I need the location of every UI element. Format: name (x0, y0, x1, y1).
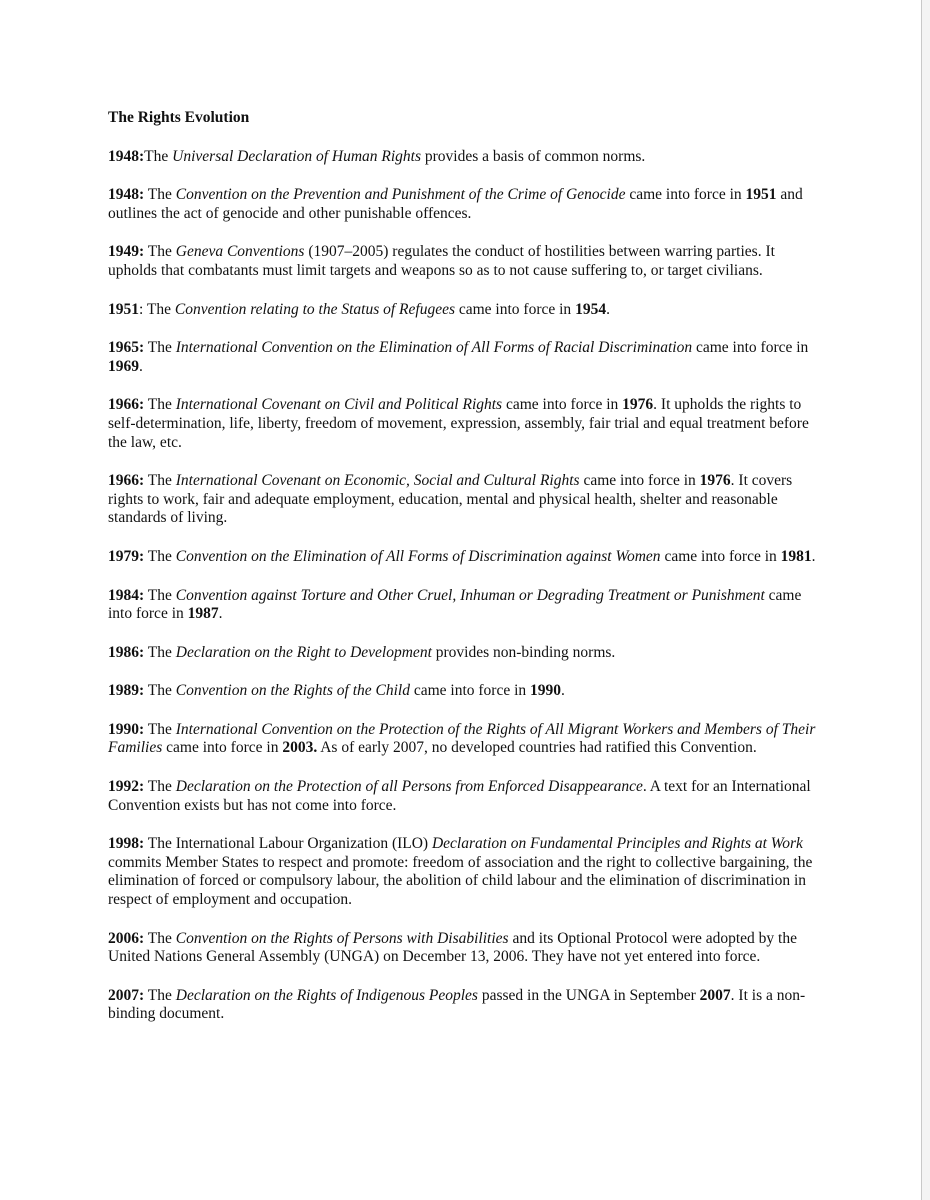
entry-text: The (144, 147, 173, 165)
entry-text: came into force in (579, 472, 700, 490)
bold-year: 2003. (282, 739, 318, 757)
timeline-entry (108, 186, 820, 223)
timeline-entry (108, 472, 820, 528)
entry-text: came into force in (454, 300, 576, 318)
bold-year: 1976 (622, 396, 654, 414)
entry-year: 2006: (108, 929, 145, 947)
entry-text: . (561, 682, 565, 700)
document-name: Convention on the Rights of the Child (175, 682, 410, 700)
page-edge (921, 0, 930, 1200)
entry-year: 1948: (108, 186, 145, 204)
entry-text: commits Member States to respect and promote: freedom of association and the right to collective bargaining, the elimination of forced or compulsory labour, the abolition of child labour and the elimination of discrimination in respect of employment and occupation. (108, 853, 813, 909)
entry-text: . It is a non-binding document. (108, 986, 806, 1023)
bold-year: 1990 (530, 682, 562, 700)
entry-year: 1951 (108, 300, 139, 318)
document-name: Universal Declaration of Human Rights (172, 147, 421, 165)
entry-year: 1965: (108, 339, 145, 357)
bold-year: 1987 (187, 605, 219, 623)
entry-text: came into force in (692, 339, 809, 357)
entry-year: 1998: (108, 835, 145, 853)
document-name: Convention relating to the Status of Refugees (174, 300, 455, 318)
entry-text: The (144, 547, 176, 565)
document-name: Declaration on the Right to Development (175, 643, 432, 661)
document-name: Convention on the Elimination of All Forms of Discrimination against Women (175, 547, 661, 565)
document-name: Convention against Torture and Other Cruel, Inhuman or Degrading Treatment or Punishment (175, 586, 765, 604)
timeline-entry (108, 930, 820, 967)
document-title: The Rights Evolution (108, 109, 250, 126)
entry-text: The (144, 682, 176, 700)
entry-year: 2007: (108, 986, 145, 1004)
document-name: Convention on the Rights of Persons with Disabilities (175, 929, 509, 947)
entry-text: provides a basis of common norms. (421, 147, 646, 165)
entry-text: . A text for an International Convention exists but has not come into force. (108, 778, 811, 814)
bold-year: 1969 (108, 357, 139, 375)
timeline-entry (108, 301, 820, 320)
document-name: International Covenant on Civil and Political Rights (175, 396, 503, 414)
entry-text: . (811, 547, 816, 565)
entry-list (108, 148, 820, 1024)
entry-year: 1992: (108, 778, 145, 796)
entry-text: and outlines the act of genocide and other punishable offences. (108, 186, 803, 222)
timeline-entry (108, 778, 820, 815)
document-name: International Convention on the Protection of the Rights of All Migrant Workers and Members of Their Families (108, 720, 816, 757)
timeline-entry (108, 835, 820, 909)
entry-text: . It upholds the rights to self-determination, life, liberty, freedom of movement, expression, assembly, fair trial and equal treatment before the law, etc. (108, 396, 809, 451)
document-name: Declaration on the Protection of all Persons from Enforced Disappearance (175, 778, 643, 796)
timeline-entry (108, 721, 820, 758)
entry-text: provides non-binding norms. (431, 643, 616, 661)
entry-text: The (144, 929, 176, 947)
entry-text: . (139, 357, 143, 375)
entry-text: . (606, 300, 610, 318)
entry-year: 1984: (108, 586, 145, 604)
bold-year: 1951 (745, 186, 777, 204)
bold-year: 1954 (575, 300, 607, 318)
document-name: Declaration on the Rights of Indigenous Peoples (175, 986, 478, 1004)
entry-year: 1986: (108, 643, 145, 661)
document-name: Declaration on Fundamental Principles and Rights at Work (431, 835, 803, 853)
entry-text: and its Optional Protocol were adopted by the United Nations General Assembly (UNGA) on December 13, 2006. They have not yet entered into force. (108, 929, 797, 966)
entry-text: The (144, 339, 176, 357)
entry-text: The (144, 643, 176, 661)
entry-text: The (144, 720, 176, 738)
entry-text: passed in the UNGA in September (477, 986, 700, 1004)
entry-year: 1979: (108, 547, 145, 565)
timeline-entry (108, 396, 820, 452)
document-name: Geneva Conventions (175, 243, 305, 261)
entry-text: came into force in (162, 739, 283, 757)
entry-year: 1966: (108, 396, 145, 414)
bold-year: 1981 (780, 547, 812, 565)
bold-year: 1976 (699, 472, 731, 490)
entry-year: 1989: (108, 682, 145, 700)
timeline-entry (108, 339, 820, 376)
document-name: Convention on the Prevention and Punishment of the Crime of Genocide (175, 186, 626, 204)
entry-year: 1948: (108, 147, 145, 165)
entry-year: 1966: (108, 472, 145, 490)
entry-text: came into force in (625, 186, 746, 204)
entry-text: The (144, 586, 176, 604)
entry-text: The (144, 396, 176, 414)
entry-year: 1990: (108, 720, 145, 738)
entry-text: came into force in (108, 586, 802, 623)
timeline-entry (108, 548, 820, 567)
entry-text: The (144, 243, 176, 261)
entry-text: . (218, 605, 223, 623)
timeline-entry (108, 682, 820, 701)
entry-text: The International Labour Organization (ILO) (144, 835, 432, 853)
entry-year: 1949: (108, 243, 145, 261)
entry-text: came into force in (409, 682, 531, 700)
document-body (108, 109, 820, 1044)
entry-text: The (144, 186, 176, 204)
entry-text: The (144, 472, 176, 490)
timeline-entry (108, 243, 820, 280)
timeline-entry (108, 587, 820, 624)
entry-text: The (144, 986, 176, 1004)
entry-text: . It covers rights to work, fair and adequate employment, education, mental and physical health, shelter and reasonable standards of living. (108, 472, 793, 527)
document-name: International Covenant on Economic, Social and Cultural Rights (175, 472, 580, 490)
timeline-entry (108, 148, 820, 167)
entry-text: came into force in (502, 396, 623, 414)
entry-text: came into force in (660, 547, 781, 565)
entry-text: : The (139, 300, 175, 318)
entry-text: The (144, 778, 176, 796)
entry-text: (1907–2005) regulates the conduct of hostilities between warring parties. It upholds that combatants must limit targets and weapons so as to not cause suffering to, or target civilians. (108, 243, 775, 279)
document-name: International Convention on the Elimination of All Forms of Racial Discrimination (175, 339, 693, 357)
bold-year: 2007 (699, 986, 731, 1004)
timeline-entry (108, 987, 820, 1024)
entry-text: As of early 2007, no developed countries had ratified this Convention. (317, 739, 757, 757)
timeline-entry (108, 644, 820, 663)
